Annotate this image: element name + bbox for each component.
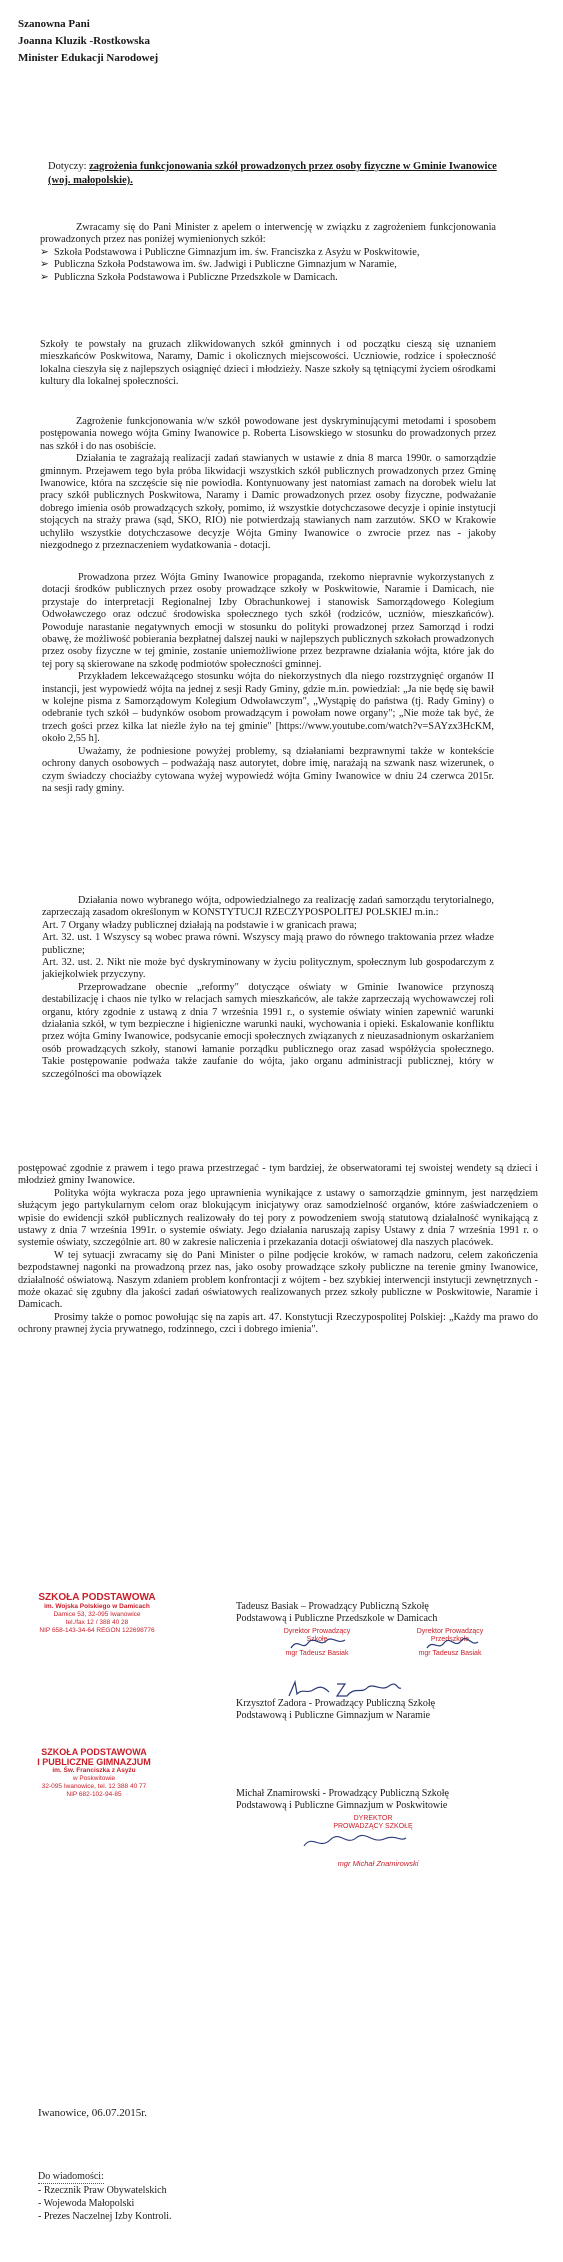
continuation-section — [18, 1163, 538, 1337]
basiak-school-director-stamp: Dyrektor Prowadzący Szkołę mgr Tadeusz Basiak — [283, 1628, 351, 1657]
article-item: Art. 7 Organy władzy publicznej działają na podstawie i w granicach prawa; — [42, 919, 357, 931]
znamirowski-signature — [300, 1830, 410, 1854]
context-paragraph: Szkoły te powstały na gruzach zlikwidowanych szkół gminnych i od początku cieszą się uznaniem mieszkańców Poskwitowa, Naramy, Damic i okolicznych miejscowości. Uczniowie, rodzice i społeczność lokalna cieszyła się z najlepszych osiągnięć dzieci i młodzieży. Nasze szkoły są tętniącymi życiem ośrodkami kultury dla lokalnej społeczności. — [40, 339, 496, 388]
cc-list — [38, 2170, 172, 2223]
basiak-signature-2 — [425, 1636, 480, 1654]
addressee-block — [18, 16, 158, 67]
cc-item: - Wojewoda Małopolski — [38, 2198, 135, 2209]
letter-date: Iwanowice, 06.07.2015r. — [38, 2107, 148, 2119]
signatory-znamirowski: Michał Znamirowski - Prowadzący Publiczną Szkołę Podstawową i Publiczne Gimnazjum w Poskwitowie — [236, 1788, 449, 1811]
actions-paragraph: Działania te zagrażają realizacji zadań stawianych w ustawie z dnia 8 marca 1990r. o samorządzie gminnym. Przejawem tego była próba likwidacji wszystkich szkół publicznych prowadzonych przez Gminę Iwanowice, która na szczęście się nie powiodła. Kontynuowany jest natomiast zamach na dorobek wielu lat pracy szkół publicznych Poskwitowa, Naramy i Damic prowadzonych przez osoby fizyczne, podważanie dobrego imienia osób prowadzących szkoły, pomimo, iż wszystkie dotychczasowe decyzje i opinie instytucji stojących na straży prawa (sąd, SKO, RIO) nie potwierdzają stawianych nam zarzutów. SKO w Krakowie uchyliło wszystkie dotychczasowe decyzje Wójta Gminy Iwanowice o zwrocie przez nas - jakoby niezgodnego z przeznaczeniem wydatkowania - dotacji. — [40, 453, 496, 552]
addressee-title: Minister Edukacji Narodowej — [18, 52, 159, 64]
threat-paragraph: Zagrożenie funkcjonowania w/w szkół powodowane jest dyskryminującymi metodami i sposobem postępowania nowego wójta Gminy Iwanowice p. Roberta Lisowskiego w stosunku do prowadzonych przez nas szkół i do nas osobiście. — [40, 416, 496, 452]
cc-item: - Prezes Naczelnej Izby Kontroli. — [38, 2211, 172, 2222]
addressee-name: Joanna Kluzik -Rostkowska — [18, 35, 151, 47]
schools-list — [40, 247, 496, 284]
addressee-salutation: Szanowna Pani — [18, 18, 90, 30]
signatory-basiak: Tadeusz Basiak – Prowadzący Publiczną Szkołę Podstawową i Publiczne Przedszkole w Damicach — [236, 1601, 438, 1624]
intro-paragraph: Zwracamy się do Pani Minister z apelem o interwencję w związku z zagrożeniem funkcjonowania prowadzonych przez nas poniżej wymienionych szkół: — [40, 222, 496, 246]
constitution2-paragraph: Prosimy także o pomoc powołując się na zapis art. 47. Konstytucji Rzeczypospolitej Polskiej: „Każdy ma prawo do ochrony prawnej życia prywatnego, rodzinnego, czci i dobrego imienia". — [18, 1311, 538, 1336]
article-item: Art. 32. ust. 1 Wszyscy są wobec prawa równi. Wszyscy mają prawo do równego traktowania przez władze publiczne; — [42, 932, 494, 956]
subject-line — [48, 160, 518, 188]
intro-section — [40, 222, 496, 284]
basiak-preschool-director-stamp: Dyrektor Prowadzący Przedszkole mgr Tadeusz Basiak — [416, 1628, 484, 1657]
cc-item: - Rzecznik Praw Obywatelskich — [38, 2185, 167, 2196]
threat-section — [40, 416, 496, 552]
constitution-paragraph: Działania nowo wybranego wójta, odpowiedzialnego za realizację zadań samorządu terytorialnego, zaprzeczają zasadom określonym w KONSTYTUCJI RZECZYPOSPOLITEJ POLSKIEJ m.in.: — [42, 895, 494, 919]
article-item: Art. 32. ust. 2. Nikt nie może być dyskryminowany w życiu politycznym, społecznym lub gospodarczym z jakiejkolwiek przyczyny. — [42, 957, 494, 981]
subject-text: zagrożenia funkcjonowania szkół prowadzonych przez osoby fizyczne w Gminie Iwanowice (woj. małopolskie). — [48, 161, 497, 186]
reform-paragraph: Przeprowadzane obecnie „reformy" dotyczące oświaty w Gminie Iwanowice przynoszą destabilizację i chaos nie tylko w relacjach samych mieszkańców, ale także zaprzeczają wychowawczej roli organu, który zgodnie z ustawą z dnia 7 września 1991 r., o systemie oświaty winien zapewnić warunki działania szkół, w tym bezpieczne i higieniczne warunki nauki, wychowania i opieki. Eskalowanie konfliktu przez wójta Gminy Iwanowice, podsycanie emocji społecznych związanych z nieuzasadnionym oskarżaniem osób prowadzących szkoły, stanowi łamanie porządku publicznego oraz zasad współżycia społecznego. Takie postępowanie podważa także zaufanie do wójta, jako organu administracji publicznej, który w szczególności ma obowiązek — [42, 981, 494, 1080]
subject-label: Dotyczy: — [48, 161, 90, 172]
signatory-zadora: Krzysztof Zadora - Prowadzący Publiczną Szkołę Podstawową i Publiczne Gimnazjum w Naramie — [236, 1698, 436, 1721]
znamirowski-name-stamp: mgr Michał Znamirowski — [337, 1859, 419, 1868]
arrow-bullet-icon: ➢ — [40, 246, 49, 258]
appeal-paragraph: W tej sytuacji zwracamy się do Pani Minister o pilne podjęcie kroków, w ramach nadzoru, celem zakończenia bezpodstawnej nagonki na prowadzoną przez nas, jako osoby prowadzące szkoły publiczne na terenie gminy Iwanowice, działalność oświatową. Naszym zdaniem problem konfrontacji z wójtem - bez szybkiej interwencji instytucji zewnętrznych - może okazać się zgubny dla jakości zadań oświatowych realizowanych przez szkoły publiczne w Poskwitowie, Naramie i Damicach. — [18, 1249, 538, 1311]
consider-paragraph: Uważamy, że podniesione powyżej problemy, są działaniami bezprawnymi także w kontekście ochrony danych osobowych – podważają nasz autorytet, dobre imię, narażają na szwank nasz wizerunek, o czym świadczy chociażby cytowana wyżej wypowiedź wójta Gminy Iwanowice w dniu 24 czerwca 2015r. na sesji rady gminy. — [42, 745, 494, 794]
policy-paragraph: Polityka wójta wykracza poza jego uprawnienia wynikające z ustawy o samorządzie gminnym, jest narzędziem służącym jego partykularnym celom oraz blokującym inicjatywy oraz samodzielność organów, które zaświadczeniem o wpisie do ewidencji szkół publicznych realizowały do tej pory z powodzeniem swoją statutową działalność wynikającą z ustawy z dnia 7 września 1991r. o systemie oświaty. Jego działania naruszają zapisy Ustawy z dnia 7 września 1991 r. o systemie oświaty, szczególnie art. 80 w zakresie naliczenia i przekazania dotacji oświatowej dla naszych placówek. — [18, 1187, 538, 1249]
arrow-bullet-icon: ➢ — [40, 259, 49, 271]
zadora-signature — [285, 1678, 405, 1702]
propaganda-paragraph: Prowadzona przez Wójta Gminy Iwanowice propaganda, rzekomo niepravnie wykorzystanych z dotacji środków publicznych przez osoby prowadzące szkoły w Poskwitowie, Naramie i Damicach, nie przystaje do interpretacji Regionalnej Izby Obrachunkowej i stanowisk Samorządowego Kolegium Odwoławczego oraz odczuć środowiska społecznego tych szkół (rodziców, uczniów, mieszkańców). Powoduje narastanie negatywnych emocji w stosunku do polityki prowadzonej przez Samorząd i rodzi obawę, że możliwość pobierania bezpłatnej dalszej nauki w najlepszych publicznych szkołach prowadzonych przez osoby fizyczne w tej gminie, zostanie uniemożliwione przez bezprawne działania wójta, które jak do tej pory są skierowane na szkodę podmiotów społeczności gminnej. — [42, 572, 494, 670]
school-item: ➢ Publiczna Szkoła Podstawowa im. św. Jadwigi i Publiczne Gimnazjum w Naramie, — [40, 259, 397, 271]
school-item: ➢ Publiczna Szkoła Podstawowa i Publiczne Przedszkole w Damicach. — [40, 271, 338, 283]
znamirowski-director-stamp: DYREKTOR PROWADZĄCY SZKOŁĘ — [333, 1815, 413, 1830]
basiak-signature-1 — [288, 1635, 348, 1653]
damice-school-stamp: SZKOŁA PODSTAWOWA im. Wojska Polskiego w Damicach Damice 53, 32-095 Iwanowice tel./fax 12 / 388 40 28 NIP 658-143-34-64 REGON 122698776 — [38, 1592, 156, 1634]
continuation-paragraph: postępować zgodnie z prawem i tego prawa przestrzegać - tym bardziej, że obserwatorami tej swoistej wendety są dzieci i młodzież gminy Iwanowice. — [18, 1163, 538, 1187]
propaganda-section — [42, 572, 494, 795]
poskwitow-school-stamp: SZKOŁA PODSTAWOWA I PUBLICZNE GIMNAZJUM im. Św. Franciszka z Asyżu w Poskwitowie 32-095 Iwanowice, tel. 12 388 40 77 NIP 682-102-94-85 — [37, 1747, 151, 1798]
constitution-section — [42, 895, 494, 1081]
school-item: ➢ Szkoła Podstawowa i Publiczne Gimnazjum im. św. Franciszka z Asyżu w Poskwitowie, — [40, 246, 420, 258]
arrow-bullet-icon: ➢ — [40, 271, 49, 283]
cc-title: Do wiadomości: — [38, 2171, 104, 2182]
example-paragraph: Przykładem lekceważącego stosunku wójta do niekorzystnych dla niego rozstrzygnięć organów II instancji, jest wypowiedź wójta na jednej z sesji Rady Gminy, gdzie m.in. powiedział: „Ja nie będę się bawił w kolejne pisma z Samorządowym Kolegium Odwoławczym", „Wystąpię do państwa (tj. Rady Gminy) o odebranie tych szkół – budynków osobom prowadzącym i powołam nowe organy"; „Nie może tak być, że trzech gości przez kilka lat nieźle żyło na tej gminie" [https://www.youtube.com/watch?v=SAYzx3HcKM, około 2,55 h]. — [42, 671, 494, 745]
